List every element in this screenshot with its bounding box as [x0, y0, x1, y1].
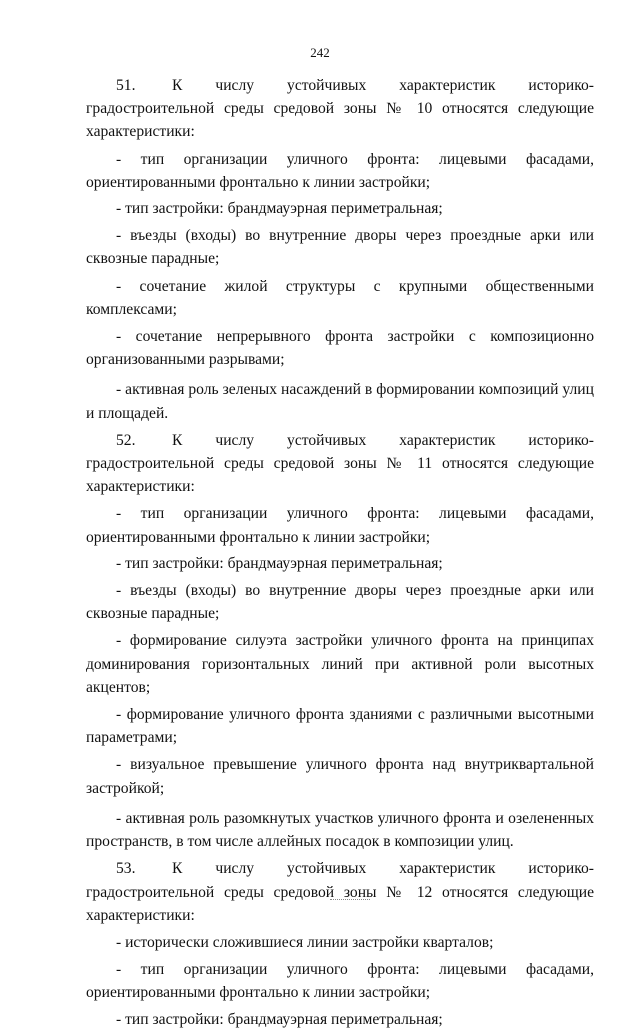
- clause-number: 52.: [116, 431, 136, 449]
- list-item: - тип организации уличного фронта: лицевыми фасадами, ориентированными фронтально к линии застройки;: [86, 150, 594, 191]
- clause-number: 53.: [116, 860, 136, 878]
- document-body: [86, 74, 594, 1031]
- list-item: - сочетание жилой структуры с крупными общественными комплексами;: [86, 277, 594, 318]
- page-number: 242: [310, 45, 330, 60]
- list-item: - въезды (входы) во внутренние дворы через проездные арки или сквозные парадные;: [86, 582, 594, 623]
- list-item: - визуальное превышение уличного фронта над внутриквартальной застройкой;: [86, 756, 594, 797]
- list-item: - формирование силуэта застройки уличного фронта на принципах доминирования горизонтальных линий при активной роли высотных акцентов;: [86, 632, 594, 696]
- clause-51-intro: [86, 74, 594, 144]
- list-item: - тип организации уличного фронта: лицевыми фасадами, ориентированными фронтально к линии застройки;: [86, 505, 594, 546]
- list-item: - тип застройки: брандмауэрная периметральная;: [116, 200, 443, 218]
- list-item: - исторически сложившиеся линии застройки кварталов;: [116, 933, 494, 951]
- list-item: - въезды (входы) во внутренние дворы через проездные арки или сквозные парадные;: [86, 227, 594, 268]
- list-item: - активная роль зеленых насаждений в формировании композиций улиц и площадей.: [86, 381, 594, 422]
- clause-intro-text: К числу устойчивых характеристик историко-градостроительной среды средовой зоны № 11 относятся следующие характеристики:: [86, 431, 594, 496]
- clause-53-intro: [86, 857, 594, 927]
- list-item: - тип застройки: брандмауэрная периметральная;: [116, 1010, 443, 1028]
- list-item: - сочетание непрерывного фронта застройки с композиционно организованными разрывами;: [86, 328, 594, 369]
- clause-52-intro: [86, 429, 594, 499]
- clause-intro-text: К числу устойчивых характеристик историко-градостроительной среды средовой зоны № 10 относятся следующие характеристики:: [86, 77, 594, 141]
- clause-intro-text: К числу устойчивых характеристик историко-градостроительной среды средовой зоны № 12 относятся следующие характеристики:: [86, 860, 594, 924]
- list-item: - активная роль разомкнутых участков уличного фронта и озелененных пространств, в том числе аллейных посадок в композиции улиц.: [86, 809, 594, 851]
- scan-artifact: [330, 899, 370, 903]
- list-item: - тип застройки: брандмауэрная периметральная;: [116, 554, 443, 572]
- list-item: - тип организации уличного фронта: лицевыми фасадами, ориентированными фронтально к линии застройки;: [86, 961, 594, 1002]
- clause-number: 51.: [116, 77, 136, 94]
- list-item: - формирование уличного фронта зданиями с различными высотными параметрами;: [86, 706, 594, 747]
